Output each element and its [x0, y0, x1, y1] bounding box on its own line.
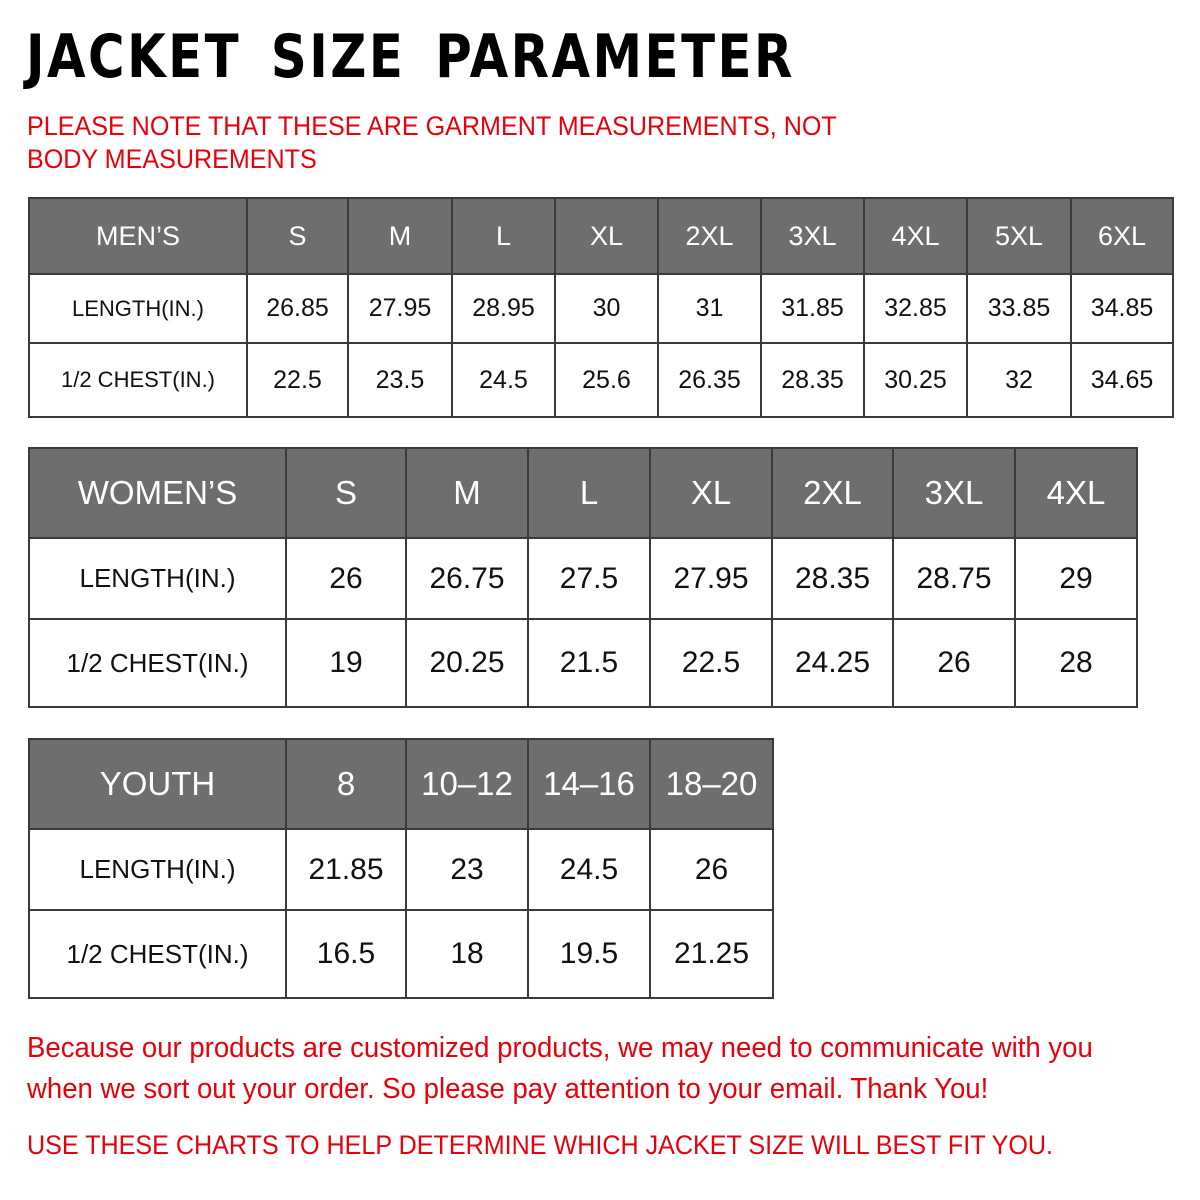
table-cell: 28.75 [893, 538, 1015, 619]
table-cell: 26 [650, 829, 773, 910]
table-cell: 25.6 [555, 343, 658, 417]
row-label: 1/2 CHEST(IN.) [29, 910, 286, 998]
table-cell: 29 [1015, 538, 1137, 619]
row-label: YOUTH [29, 739, 286, 829]
table-cell: 26.35 [658, 343, 761, 417]
table-cell: 23 [406, 829, 528, 910]
table-cell: 19.5 [528, 910, 650, 998]
table-header-row [29, 198, 1173, 274]
table-cell: 30.25 [864, 343, 967, 417]
table-row [29, 343, 1173, 417]
table-row [29, 274, 1173, 343]
table-cell: 23.5 [348, 343, 452, 417]
table-cell: 4XL [864, 198, 967, 274]
table-cell: M [406, 448, 528, 538]
table-cell: 21.85 [286, 829, 406, 910]
table-cell: 24.25 [772, 619, 893, 707]
womens-size-table [28, 447, 1138, 708]
table-cell: 2XL [772, 448, 893, 538]
row-label: MEN’S [29, 198, 247, 274]
table-cell: 22.5 [247, 343, 348, 417]
table-cell: 14–16 [528, 739, 650, 829]
table-cell: 28.35 [772, 538, 893, 619]
table-cell: 28 [1015, 619, 1137, 707]
table-cell: 26 [893, 619, 1015, 707]
table-cell: 31 [658, 274, 761, 343]
table-header-row [29, 739, 773, 829]
table-cell: 26.75 [406, 538, 528, 619]
table-cell: S [286, 448, 406, 538]
table-cell: 26 [286, 538, 406, 619]
table-cell: 20.25 [406, 619, 528, 707]
table-cell: 31.85 [761, 274, 864, 343]
table-cell: 24.5 [528, 829, 650, 910]
row-label: LENGTH(IN.) [29, 274, 247, 343]
table-cell: 18 [406, 910, 528, 998]
row-label: 1/2 CHEST(IN.) [29, 619, 286, 707]
table-cell: 19 [286, 619, 406, 707]
table-row [29, 910, 773, 998]
table-cell: 18–20 [650, 739, 773, 829]
table-row [29, 538, 1137, 619]
table-cell: 33.85 [967, 274, 1071, 343]
table-cell: 26.85 [247, 274, 348, 343]
row-label: LENGTH(IN.) [29, 538, 286, 619]
table-cell: 34.65 [1071, 343, 1173, 417]
table-cell: 27.5 [528, 538, 650, 619]
table-cell: M [348, 198, 452, 274]
table-cell: 2XL [658, 198, 761, 274]
table-cell: L [528, 448, 650, 538]
table-cell: 21.25 [650, 910, 773, 998]
table-cell: 4XL [1015, 448, 1137, 538]
fit-notice: USE THESE CHARTS TO HELP DETERMINE WHICH JACKET SIZE WILL BEST FIT YOU. [27, 1130, 1054, 1160]
page-title: JACKET SIZE PARAMETER [26, 22, 795, 92]
mens-size-table [28, 197, 1174, 418]
row-label: LENGTH(IN.) [29, 829, 286, 910]
table-cell: 24.5 [452, 343, 555, 417]
row-label: 1/2 CHEST(IN.) [29, 343, 247, 417]
table-cell: 34.85 [1071, 274, 1173, 343]
table-row [29, 829, 773, 910]
measurement-note: PLEASE NOTE THAT THESE ARE GARMENT MEASUREMENTS, NOT BODY MEASUREMENTS [27, 111, 837, 174]
table-cell: 16.5 [286, 910, 406, 998]
youth-size-table [28, 738, 774, 999]
table-cell: 32 [967, 343, 1071, 417]
table-cell: 28.35 [761, 343, 864, 417]
table-cell: 30 [555, 274, 658, 343]
table-cell: 8 [286, 739, 406, 829]
table-cell: 32.85 [864, 274, 967, 343]
table-cell: 28.95 [452, 274, 555, 343]
row-label: WOMEN’S [29, 448, 286, 538]
table-cell: 3XL [893, 448, 1015, 538]
customization-notice: Because our products are customized products, we may need to communicate with you when we sort out your order. So please pay attention to your email. Thank You! [27, 1032, 1093, 1105]
table-cell: 22.5 [650, 619, 772, 707]
table-cell: 6XL [1071, 198, 1173, 274]
table-row [29, 619, 1137, 707]
table-cell: XL [555, 198, 658, 274]
table-cell: 10–12 [406, 739, 528, 829]
table-cell: 3XL [761, 198, 864, 274]
table-header-row [29, 448, 1137, 538]
table-cell: 5XL [967, 198, 1071, 274]
table-cell: L [452, 198, 555, 274]
table-cell: 27.95 [650, 538, 772, 619]
table-cell: 21.5 [528, 619, 650, 707]
table-cell: 27.95 [348, 274, 452, 343]
table-cell: XL [650, 448, 772, 538]
table-cell: S [247, 198, 348, 274]
